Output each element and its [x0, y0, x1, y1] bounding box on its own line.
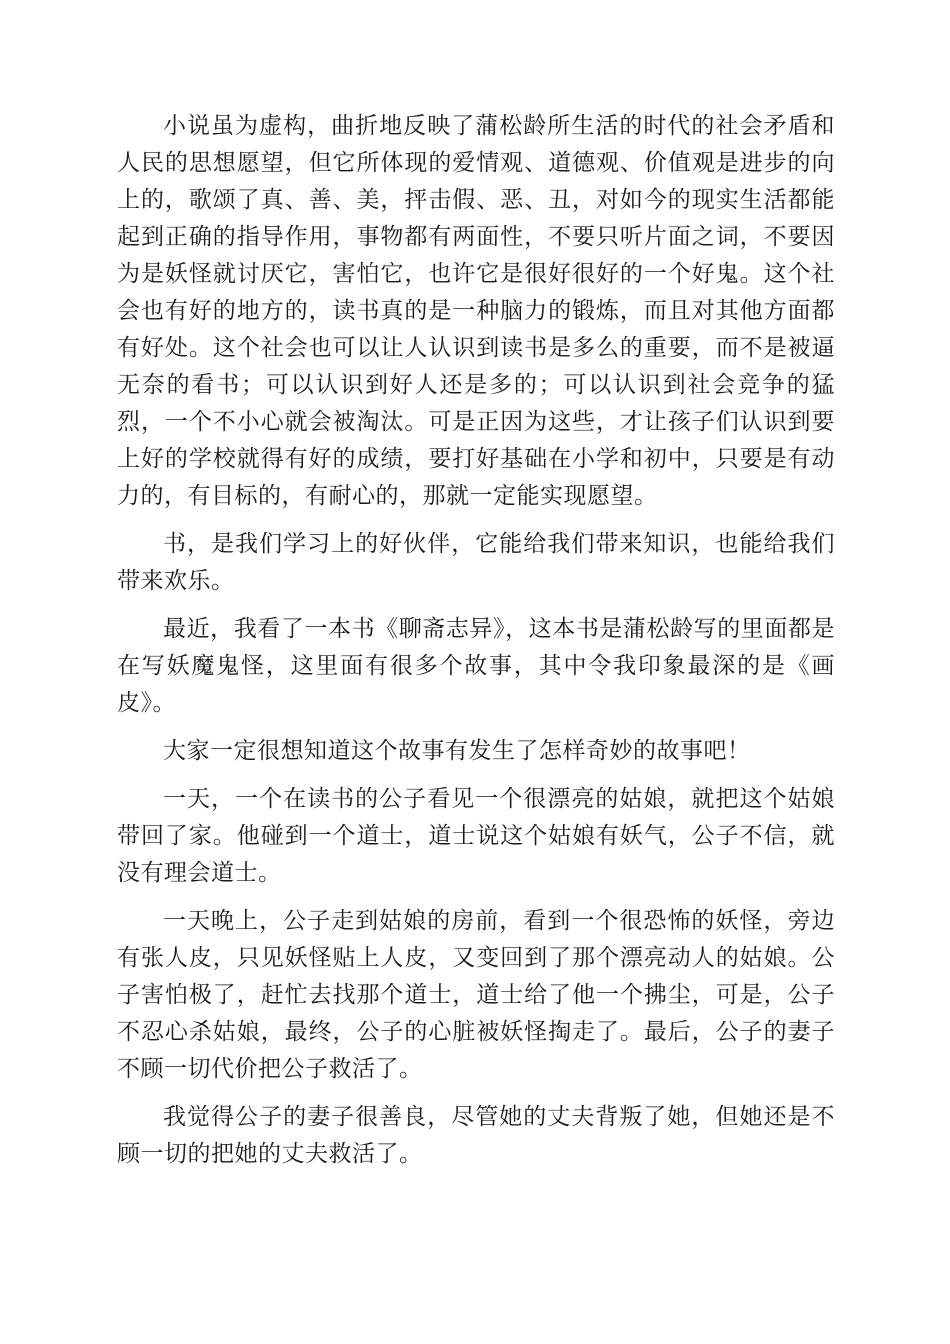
- paragraph-2: 书，是我们学习上的好伙伴，它能给我们带来知识，也能给我们带来欢乐。: [117, 531, 835, 594]
- paragraph-3: 最近，我看了一本书《聊斋志异》，这本书是蒲松龄写的里面都是在写妖魔鬼怪，这里面有很多个故事，其中令我印象最深的是《画皮》。: [117, 616, 835, 716]
- paragraph-7: 我觉得公子的妻子很善良，尽管她的丈夫背叛了她，但她还是不顾一切的把她的丈夫救活了。: [117, 1104, 835, 1167]
- paragraph-6: 一天晚上，公子走到姑娘的房前，看到一个很恐怖的妖怪，旁边有张人皮，只见妖怪贴上人皮，又变回到了那个漂亮动人的姑娘。公子害怕极了，赶忙去找那个道士，道士给了他一个拂尘，可是，公子不忍心杀姑娘，最终，公子的心脏被妖怪掏走了。最后，公子的妻子不顾一切代价把公子救活了。: [117, 908, 835, 1082]
- paragraph-1: 小说虽为虚构，曲折地反映了蒲松龄所生活的时代的社会矛盾和人民的思想愿望，但它所体现的爱情观、道德观、价值观是进步的向上的，歌颂了真、善、美，抨击假、恶、丑，对如今的现实生活都能起到正确的指导作用，事物都有两面性，不要只听片面之词，不要因为是妖怪就讨厌它，害怕它，也许它是很好很好的一个好鬼。这个社会也有好的地方的，读书真的是一种脑力的锻炼，而且对其他方面都有好处。这个社会也可以让人认识到读书是多么的重要，而不是被逼无奈的看书；可以认识到好人还是多的；可以认识到社会竞争的猛烈，一个不小心就会被淘汰。可是正因为这些，才让孩子们认识到要上好的学校就得有好的成绩，要打好基础在小学和初中，只要是有动力的，有目标的，有耐心的，那就一定能实现愿望。: [117, 113, 835, 509]
- document-body: [117, 108, 835, 1184]
- paragraph-4: 大家一定很想知道这个故事有发生了怎样奇妙的故事吧！: [163, 738, 751, 764]
- paragraph-5: 一天，一个在读书的公子看见一个很漂亮的姑娘，就把这个姑娘带回了家。他碰到一个道士，道士说这个姑娘有妖气，公子不信，就没有理会道士。: [117, 786, 835, 886]
